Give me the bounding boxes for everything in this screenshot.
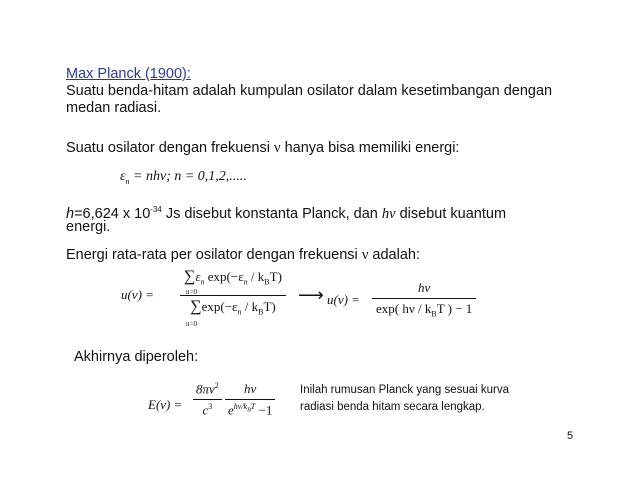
planck-h: h <box>66 205 75 222</box>
eq2-numerator <box>180 268 286 289</box>
eq3-num1 <box>193 381 222 399</box>
eq1-rhs: = nhν; n = 0,1,2,..... <box>133 169 247 184</box>
eq3-num1-text: 8πν <box>196 381 215 397</box>
planck-constant-line <box>66 200 506 224</box>
eq3-num1-sup: 2 <box>214 381 219 390</box>
eq2-right-den-a: exp( hν / k <box>376 301 432 316</box>
eq1-lhs: ε <box>120 169 126 184</box>
eq2-num-kb: B <box>264 277 270 287</box>
eq2-left-fraction <box>180 268 286 328</box>
note-line-1: Inilah rumusan Planck yang sesuai kurva <box>300 384 510 396</box>
eq2-den-sub: n <box>237 307 242 317</box>
eq3-den1-sup: 3 <box>208 402 213 412</box>
eq3-den2-tail: −1 <box>255 402 273 418</box>
eq3-fraction-1 <box>193 381 222 419</box>
eq3-den1 <box>193 399 222 418</box>
eq3-lhs <box>148 397 182 413</box>
eq3-den2-exp <box>233 402 256 414</box>
eq2-den-text: exp(−ε <box>201 298 238 314</box>
avg-prefix: Energi rata-rata per osilator dengan frekuensi <box>66 247 358 263</box>
avg-suffix: adalah: <box>372 247 420 263</box>
eq1-sub-n: n <box>125 176 130 186</box>
planck-mid: Js disebut konstanta Planck, dan <box>161 205 382 222</box>
oscillator-sentence <box>66 138 459 158</box>
eq3-num2: hν <box>244 381 257 396</box>
oscillator-suffix: hanya bisa memiliki energi: <box>284 140 460 156</box>
planck-exponent: -34 <box>150 205 162 214</box>
nu-symbol: ν <box>273 140 281 156</box>
page-number: 5 <box>567 430 574 442</box>
eq2-sum-symbol: ∑ <box>184 268 196 285</box>
nu-symbol-2: ν <box>361 247 369 263</box>
eq2-right-den <box>372 298 476 319</box>
eq2-num-tail: / k <box>247 269 265 284</box>
eq2-den-kb: B <box>258 307 264 317</box>
final-label: Akhirnya diperoleh: <box>74 349 199 365</box>
eq2-num-sub2: n <box>243 277 248 287</box>
eq2-num-limit: n=0 <box>186 288 197 296</box>
planck-end: disebut kuantum <box>395 205 507 222</box>
eq2-right-den-kb: B <box>431 309 437 319</box>
arrow-icon: ⟶ <box>298 285 324 306</box>
eq2-num-sub: n <box>200 277 205 287</box>
intro-line-2: medan radiasi. <box>66 100 162 116</box>
planck-value: =6,624 x 10 <box>74 205 151 222</box>
eq2-right-lhs <box>327 292 360 308</box>
eq2-denominator <box>180 295 286 317</box>
eq2-den-tail: / k <box>241 298 259 314</box>
oscillator-prefix: Suatu osilator dengan frekuensi <box>66 140 270 156</box>
eq3-den2-exp-tail: T <box>250 402 256 411</box>
eq3-den2-exp-text: hν/k <box>233 402 248 411</box>
energy-equation <box>120 169 247 186</box>
note-line-2: radiasi benda hitam secara lengkap. <box>300 401 485 413</box>
eq2-den-close: T) <box>263 298 276 314</box>
eq2-u-left: u(ν) = <box>121 287 154 302</box>
eq2-right-den-b: T ) − 1 <box>436 301 473 316</box>
eq3-den2-exp-sub: B <box>247 407 251 414</box>
eq2-u-right: u(ν) = <box>327 292 360 307</box>
eq2-num-close: T) <box>269 269 282 284</box>
eq3-den1-text: c <box>202 402 209 418</box>
eq2-sum-symbol-2: ∑ <box>190 297 202 315</box>
eq3-den2-e: e <box>228 402 234 418</box>
heading: Max Planck (1900): <box>66 66 191 82</box>
average-energy-sentence <box>66 245 420 265</box>
intro-line-1: Suatu benda-hitam adalah kumpulan osilator dalam kesetimbangan dengan <box>66 83 553 99</box>
planck-hnu: hν <box>381 205 396 222</box>
eq3-den2 <box>225 399 275 418</box>
eq2-num-rest: exp(−ε <box>204 269 244 284</box>
eq3-lhs-text: E(ν) = <box>148 397 183 412</box>
eq2-right-num: hν <box>418 280 431 295</box>
eq2-num-eps: ε <box>195 269 201 284</box>
eq2-left-lhs <box>121 287 154 303</box>
planck-line-2: energi. <box>66 219 111 235</box>
eq2-den-limit: n=0 <box>186 320 197 328</box>
eq2-right-fraction <box>372 280 476 319</box>
eq3-fraction-2 <box>225 381 275 418</box>
